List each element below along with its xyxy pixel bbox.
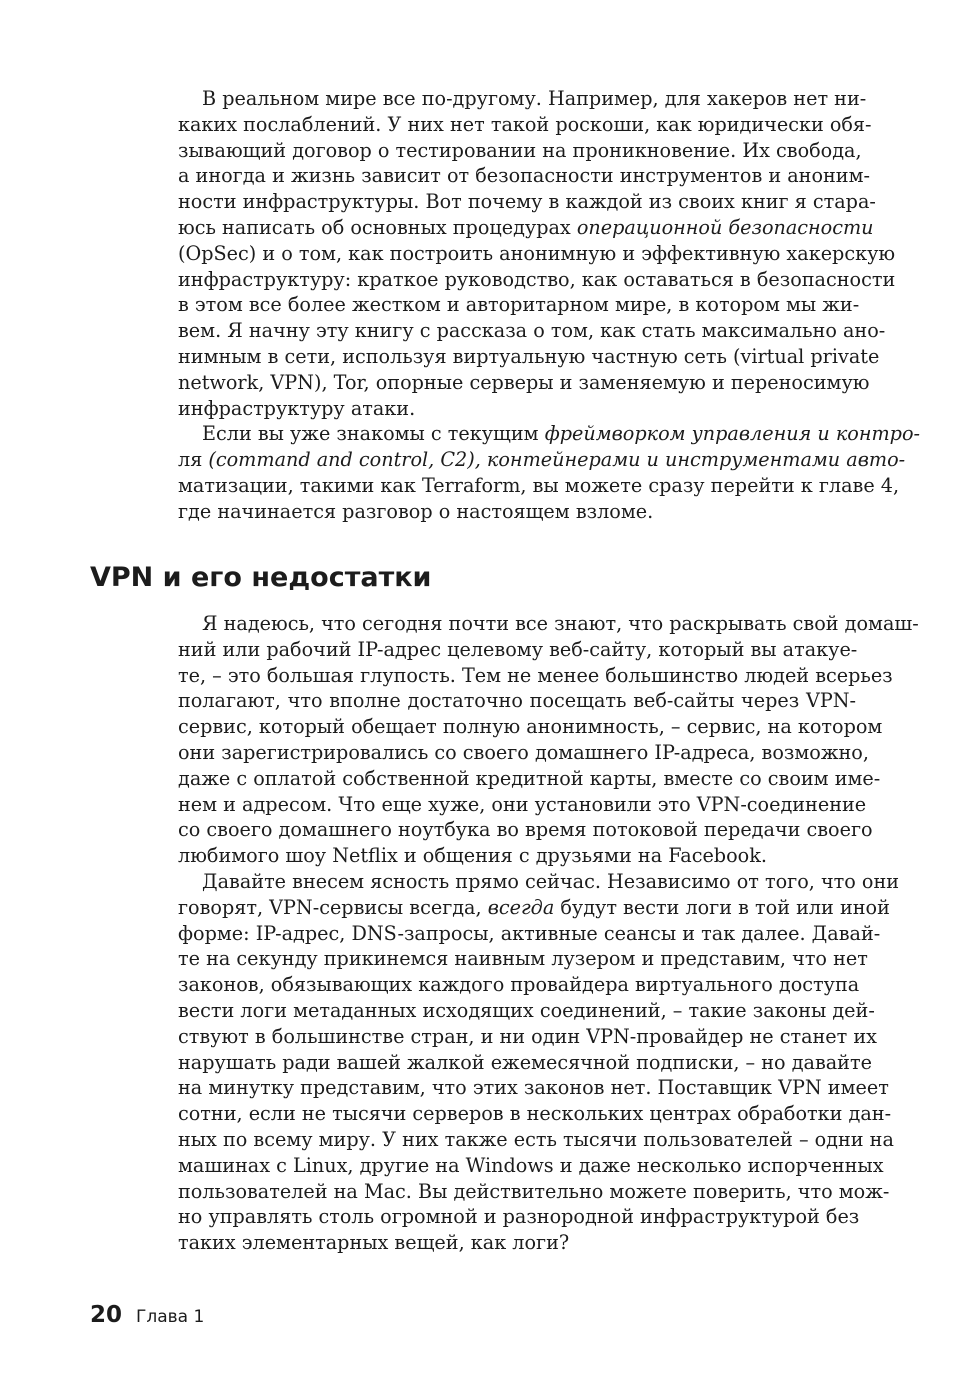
text-run: пользователей на Mac. Вы действительно можете поверить, что мож- [178,1179,890,1203]
text-line [178,344,880,370]
text-line [178,663,893,689]
text-run: В реальном мире все по-другому. Например, для хакеров нет ни- [202,87,867,110]
text-run: вем. Я начну эту книгу с рассказа о том, как стать максимально ано- [178,319,886,343]
text-run: любимого шоу Netflix и общения с друзьями на Facebook. [178,844,767,868]
text-run: полагают, что вполне достаточно посещать веб-сайты через VPN- [178,689,856,713]
text-run: в этом все более жестком и авторитарном мире, в котором мы жи- [178,293,860,317]
text-run: а иногда и жизнь зависит от безопасности инструментов и аноним- [178,164,870,188]
text-run: нимным в сети, используя виртуальную частную сеть (virtual private [178,345,880,368]
text-line [178,1101,892,1127]
text-line [178,1024,877,1050]
text-line [178,1050,872,1076]
text-run: даже с оплатой собственной кредитной карты, вместе со своим име- [178,766,881,790]
text-line [178,817,873,843]
text-line [178,766,881,792]
text-run: network, VPN), Tor, опорные серверы и заменяемую и переносимую [178,370,870,394]
text-line [178,370,870,396]
text-run: ля [178,448,203,472]
text-run: Если вы уже знакомы с текущим [202,422,545,446]
text-run: говорят, VPN-сервисы всегда, [178,895,488,919]
text-line [178,1204,860,1230]
text-line [178,714,883,740]
text-run: инфраструктуру: краткое руководство, как оставаться в безопасности [178,267,896,291]
text-line [178,921,881,947]
text-line [178,396,856,422]
text-run: те, – это большая глупость. Тем не менее большинство людей всерьез [178,663,893,687]
text-run: (OpSec) и о том, как построить анонимную и эффективную хакерскую [178,241,896,265]
text-run: те на секунду прикинемся наивным лузером и представим, что нет [178,947,868,971]
text-run: зывающий договор о тестировании на проникновение. Их свобода, [178,138,862,162]
text-line [178,189,876,215]
text-run: сервис, который обещает полную анонимность, – сервис, на котором [178,715,883,739]
text-run: ных по всему миру. У них также есть тысячи пользователей – одни на [178,1128,894,1151]
text-run: Я надеюсь, что сегодня почти все знают, что раскрывать свой домаш- [202,612,919,635]
text-run: ности инфраструктуры. Вот почему в каждой из своих книг я стара- [178,190,876,214]
text-line [178,215,874,241]
text-run: будут вести логи в той или иной [554,895,890,919]
text-line [178,292,860,318]
text-line [178,318,886,344]
text-run: матизации, такими как Terraform, вы можете сразу перейти к главе 4, [178,474,900,497]
text-line [178,998,875,1024]
text-run: форме: IP-адрес, DNS-запросы, активные сеансы и так далее. Давай- [178,921,881,945]
text-line [178,499,856,525]
text-line [178,112,872,138]
text-line [178,447,906,473]
chapter-label: Глава 1 [136,1307,205,1327]
text-run: инфраструктуру атаки. [178,396,416,420]
text-run: где начинается разговор о настоящем взломе. [178,499,654,523]
text-line [178,946,868,972]
emphasis-text: операционной безопасности [576,216,874,239]
text-line [178,1075,889,1101]
text-line [178,1230,856,1256]
text-line [178,1179,890,1205]
section-heading: VPN и его недостатки [90,562,432,593]
text-run: но управлять столь огромной и разнородной инфраструктурой без [178,1205,860,1229]
text-run: вести логи метаданных исходящих соединений, – такие законы дей- [178,999,875,1022]
text-line [178,611,919,637]
page-number: 20 [90,1302,123,1328]
text-run: машинах с Linux, другие на Windows и даже несколько испорченных [178,1153,884,1177]
text-line [178,843,856,869]
text-line [178,86,867,112]
text-line [178,267,896,293]
text-run: нем и адресом. Что еще хуже, они установили это VPN-соединение [178,792,867,816]
emphasis-text: (command and control, C2), контейнерами и инструментами авто- [202,448,906,472]
text-line [178,869,900,895]
text-line [178,792,867,818]
text-run: на минутку представим, что этих законов нет. Поставщик VPN имеет [178,1076,889,1100]
text-run: со своего домашнего ноутбука во время потоковой передачи своего [178,818,873,842]
text-line [178,637,856,663]
emphasis-text: фреймворком управления и контро- [544,422,920,446]
text-line [178,163,870,189]
text-line [178,138,862,164]
text-run: Давайте внесем ясность прямо сейчас. Независимо от того, что они [202,870,900,893]
text-line [178,241,896,267]
text-run: законов, обязывающих каждого провайдера виртуального доступа [178,973,860,997]
text-run: ствуют в большинстве стран, и ни один VPN-провайдер не станет их [178,1024,877,1048]
text-run: сотни, если не тысячи серверов в нескольких центрах обработки дан- [178,1102,892,1126]
text-run: ний или рабочий IP-адрес целевому веб-сайту, который вы атакуе- [178,637,858,661]
text-run: они зарегистрировались со своего домашнего IP-адреса, возможно, [178,741,869,764]
text-line [178,473,900,499]
text-line [178,1153,884,1179]
text-line [178,1127,894,1153]
text-line [178,740,869,766]
text-run: каких послаблений. У них нет такой роскоши, как юридически обя- [178,112,872,136]
text-run: юсь написать об основных процедурах [178,216,577,239]
text-line [178,895,890,921]
emphasis-text: всегда [487,895,555,919]
text-run: таких элементарных вещей, как логи? [178,1231,570,1255]
text-run: нарушать ради вашей жалкой ежемесячной подписки, – но давайте [178,1050,872,1074]
page-footer [90,1302,204,1334]
text-line [178,421,920,447]
text-line [178,688,856,714]
text-line [178,972,860,998]
